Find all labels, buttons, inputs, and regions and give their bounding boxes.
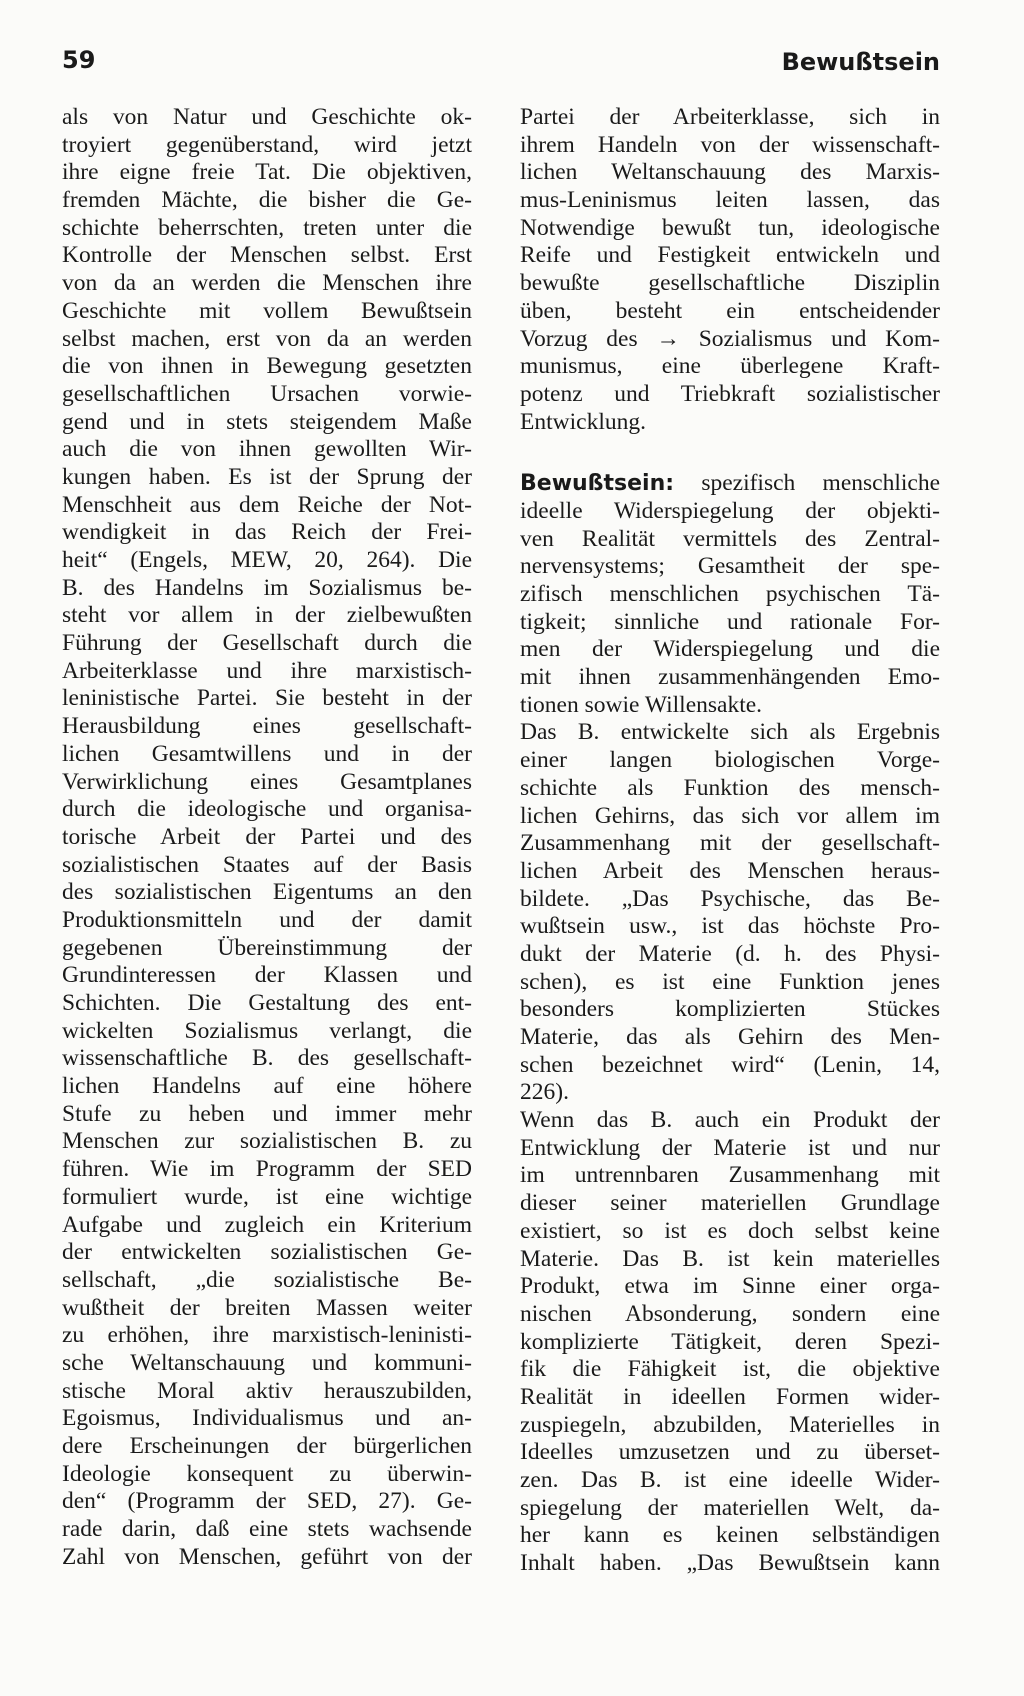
text-line: nischen Absonderung, sondern eine xyxy=(520,1300,940,1327)
continued-text xyxy=(520,104,940,436)
entry-headword: Bewußtsein: xyxy=(520,471,675,497)
text-line: stische Moral aktiv herauszubilden, xyxy=(62,1377,472,1404)
text-line: den“ (Programm der SED, 27). Ge- xyxy=(62,1488,472,1515)
text-line: Ideologie konsequent zu überwin- xyxy=(62,1460,472,1487)
text-line: Produkt, etwa im Sinne einer orga- xyxy=(520,1273,940,1300)
text-line: Verwirklichung eines Gesamtplanes xyxy=(62,768,472,795)
text-line: wendigkeit in das Reich der Frei- xyxy=(62,519,472,546)
text-line: sellschaft, „die sozialistische Be- xyxy=(62,1266,472,1293)
text-line: Vorzug des → Sozialismus und Kom- xyxy=(520,325,940,352)
entry-spacing xyxy=(520,436,940,470)
text-line: mit ihnen zusammenhängenden Emo- xyxy=(520,664,940,691)
text-line: Geschichte mit vollem Bewußtsein xyxy=(62,297,472,324)
text-line: potenz und Triebkraft sozialistischer xyxy=(520,380,940,407)
text-line: Zahl von Menschen, geführt von der xyxy=(62,1543,472,1570)
text-line: auch die von ihnen gewollten Wir- xyxy=(62,436,472,463)
text-line: im untrennbaren Zusammenhang mit xyxy=(520,1162,940,1189)
text-line: Grundinteressen der Klassen und xyxy=(62,962,472,989)
text-line: lichen Gesamtwillens und in der xyxy=(62,740,472,767)
text-line: Führung der Gesellschaft durch die xyxy=(62,630,472,657)
text-line: dieser seiner materiellen Grundlage xyxy=(520,1190,940,1217)
text-line: Zusammenhang mit der gesellschaft- xyxy=(520,830,940,857)
text-line: ven Realität vermittels des Zentral- xyxy=(520,525,940,552)
text-line: einer langen biologischen Vorge- xyxy=(520,747,940,774)
text-line: zuspiegeln, abzubilden, Materielles in xyxy=(520,1411,940,1438)
text-line: zen. Das B. ist eine ideelle Wider- xyxy=(520,1467,940,1493)
text-line: kungen haben. Es ist der Sprung der xyxy=(62,463,472,490)
text-line: rade darin, daß eine stets wachsende xyxy=(62,1516,472,1543)
text-line: steht vor allem in der zielbewußten xyxy=(62,602,472,629)
text-line: des sozialistischen Eigentums an den xyxy=(62,879,472,906)
text-line: torische Arbeit der Partei und des xyxy=(62,823,472,850)
text-line: schichte als Funktion des mensch- xyxy=(520,774,940,801)
text-line: Entwicklung der Materie ist und nur xyxy=(520,1134,940,1161)
dictionary-entry xyxy=(520,470,940,1578)
text-line: tionen sowie Willensakte. xyxy=(520,691,763,718)
text-line: Arbeiterklasse und ihre marxistisch- xyxy=(62,657,472,684)
text-line: Ideelles umzusetzen und zu überset- xyxy=(520,1439,940,1466)
text-line: dere Erscheinungen der bürgerlichen xyxy=(62,1433,472,1459)
text-line: spiegelung der materiellen Welt, da- xyxy=(520,1494,940,1521)
text-line: Schichten. Die Gestaltung des ent- xyxy=(62,990,472,1016)
text-line: lichen Handelns auf eine höhere xyxy=(62,1073,472,1100)
text-line: komplizierte Tätigkeit, deren Spezi- xyxy=(520,1328,940,1355)
text-line: sozialistischen Staates auf der Basis xyxy=(62,851,472,878)
text-line: führen. Wie im Programm der SED xyxy=(62,1156,472,1183)
text-line: selbst machen, erst von da an werden xyxy=(62,325,472,352)
text-line: Aufgabe und zugleich ein Kriterium xyxy=(62,1211,472,1238)
text-line: Materie, das als Gehirn des Men- xyxy=(520,1024,940,1050)
text-line: von da an werden die Menschen ihre xyxy=(62,270,472,297)
entry-body xyxy=(520,498,940,1578)
text-line: dukt der Materie (d. h. des Physi- xyxy=(520,940,940,967)
entry-first-line xyxy=(520,470,940,498)
text-line: wußtheit der breiten Massen weiter xyxy=(62,1294,472,1321)
text-line: B. des Handelns im Sozialismus be- xyxy=(62,574,472,601)
text-line: leninistische Partei. Sie besteht in der xyxy=(62,685,472,712)
text-line: der entwickelten sozialistischen Ge- xyxy=(62,1239,472,1266)
text-line: mus-Leninismus leiten lassen, das xyxy=(520,187,940,214)
text-line: zifisch menschlichen psychischen Tä- xyxy=(520,581,940,607)
text-line: Menschheit aus dem Reiche der Not- xyxy=(62,491,472,518)
text-line: tigkeit; sinnliche und rationale For- xyxy=(520,608,940,635)
text-line: troyiert gegenüberstand, wird jetzt xyxy=(62,131,472,158)
text-line: bildete. „Das Psychische, das Be- xyxy=(520,885,940,912)
page-number: 59 xyxy=(62,46,96,74)
text-line: Inhalt haben. „Das Bewußtsein kann xyxy=(520,1550,940,1577)
text-line: ideelle Widerspiegelung der objekti- xyxy=(520,497,940,524)
text-line: als von Natur und Geschichte ok- xyxy=(62,104,472,130)
text-line: Produktionsmitteln und der damit xyxy=(62,906,472,933)
text-line: ihre eigne freie Tat. Die objektiven, xyxy=(62,159,472,186)
text-line: schichte beherrschten, treten unter die xyxy=(62,214,472,241)
text-line: lichen Weltanschauung des Marxis- xyxy=(520,159,940,186)
text-line: fik die Fähigkeit ist, die objektive xyxy=(520,1356,940,1383)
text-line: wissenschaftliche B. des gesellschaft- xyxy=(62,1045,472,1072)
text-line: munismus, eine überlegene Kraft- xyxy=(520,353,940,380)
text-line: zu erhöhen, ihre marxistisch-leninisti- xyxy=(62,1322,472,1349)
text-line: nervensystems; Gesamtheit der spe- xyxy=(520,553,940,580)
running-head: Bewußtsein xyxy=(781,48,940,76)
text-line: Partei der Arbeiterklasse, sich in xyxy=(520,104,940,130)
text-line: Notwendige bewußt tun, ideologische xyxy=(520,214,940,241)
text-line: ihrem Handeln von der wissenschaft- xyxy=(520,131,940,158)
text-line: gegebenen Übereinstimmung der xyxy=(62,934,472,961)
text-line: wußtsein usw., ist das höchste Pro- xyxy=(520,913,940,940)
text-line: die von ihnen in Bewegung gesetzten xyxy=(62,353,472,380)
left-text-column xyxy=(62,104,472,1571)
text-line: Das B. entwickelte sich als Ergebnis xyxy=(520,719,940,746)
text-line: Realität in ideellen Formen wider- xyxy=(520,1383,940,1410)
text-line: durch die ideologische und organisa- xyxy=(62,796,472,823)
text-line: besonders komplizierten Stückes xyxy=(520,996,940,1023)
text-line: Stufe zu heben und immer mehr xyxy=(62,1100,472,1127)
text-line: existiert, so ist es doch selbst keine xyxy=(520,1217,940,1244)
text-line: gesellschaftlichen Ursachen vorwie- xyxy=(62,380,472,407)
text-line: 226). xyxy=(520,1079,569,1106)
text-line: Herausbildung eines gesellschaft- xyxy=(62,713,472,740)
text-line: gend und in stets steigendem Maße xyxy=(62,408,472,435)
text-line: men der Widerspiegelung und die xyxy=(520,636,940,663)
text-line: schen), es ist eine Funktion jenes xyxy=(520,968,940,995)
text-line: fremden Mächte, die bisher die Ge- xyxy=(62,187,472,214)
text-line: lichen Gehirns, das sich vor allem im xyxy=(520,802,940,829)
text-line: Reife und Festigkeit entwickeln und xyxy=(520,242,940,269)
text-line: sche Weltanschauung und kommuni- xyxy=(62,1349,472,1376)
right-text-column xyxy=(520,104,940,1578)
text-line: Wenn das B. auch ein Produkt der xyxy=(520,1107,940,1134)
text-line: Materie. Das B. ist kein materielles xyxy=(520,1245,940,1272)
text-line: heit“ (Engels, MEW, 20, 264). Die xyxy=(62,547,472,573)
entry-first-line-text: spezifisch menschliche xyxy=(701,470,940,497)
text-line: Egoismus, Individualismus und an- xyxy=(62,1405,472,1432)
text-line: wickelten Sozialismus verlangt, die xyxy=(62,1017,472,1044)
text-line: formuliert wurde, ist eine wichtige xyxy=(62,1183,472,1210)
text-line: bewußte gesellschaftliche Disziplin xyxy=(520,270,940,297)
text-line: Entwicklung. xyxy=(520,408,646,435)
text-line: her kann es keinen selbständigen xyxy=(520,1522,940,1549)
text-line: schen bezeichnet wird“ (Lenin, 14, xyxy=(520,1051,940,1078)
text-line: üben, besteht ein entscheidender xyxy=(520,297,940,324)
text-line: lichen Arbeit des Menschen heraus- xyxy=(520,857,940,884)
text-line: Menschen zur sozialistischen B. zu xyxy=(62,1128,472,1155)
text-line: Kontrolle der Menschen selbst. Erst xyxy=(62,242,472,269)
